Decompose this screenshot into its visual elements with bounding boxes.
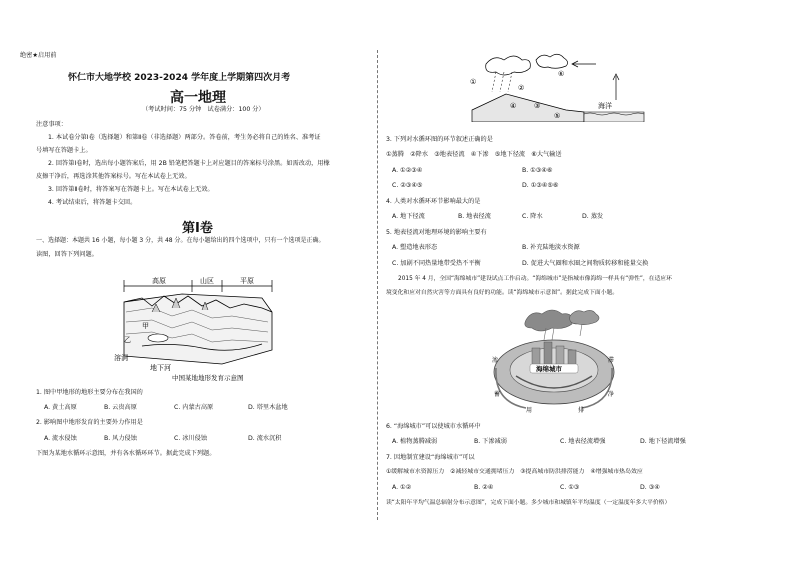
question-3-stem: 3. 下列对水循环图的环节叙述正确的是 xyxy=(386,136,493,143)
q3-option-c[interactable]: C. ②③④⑤ xyxy=(392,182,423,189)
q4-option-b[interactable]: B. 地表径流 xyxy=(458,213,491,220)
note-line: 1. 本试卷分第Ⅰ卷（选择题）和第Ⅱ卷（非选择题）两部分。答卷前，考生务必将自己的姓名、准考证 xyxy=(48,134,321,141)
question-6-stem: 6. “海绵城市”可以使城市水循环中 xyxy=(386,423,481,430)
tag-purify: 净 xyxy=(608,391,615,398)
label-mountain: 山区 xyxy=(200,277,214,285)
question-1-stem: 1. 图中甲地形的地形主要分布在我国的 xyxy=(36,389,143,396)
subject-title: 高一地理 xyxy=(170,90,226,106)
q4-option-c[interactable]: C. 降水 xyxy=(522,213,543,220)
q7-items: ①缓解城市水资源压力 ②减轻城市交通拥堵压力 ③提高城市防洪排涝能力 ④增强城市热岛效应 xyxy=(386,469,643,475)
tag-drain: 排 xyxy=(578,407,585,414)
label-1: ① xyxy=(470,78,477,86)
label-sponge-city: 海绵城市 xyxy=(536,365,562,373)
notes-title: 注意事项： xyxy=(36,121,67,128)
water-cycle-intro: 下图为某地水循环示意图，并有各水循环环节。据此完成下列题。 xyxy=(36,450,216,457)
label-ocean: 海洋 xyxy=(598,102,612,110)
q4-option-a[interactable]: A. 地下径流 xyxy=(392,213,425,220)
sponge-city-diagram xyxy=(486,304,622,416)
q6-option-a[interactable]: A. 植物蒸腾减弱 xyxy=(392,438,438,445)
q5-option-c[interactable]: C. 加剧不同热量地带受热不平衡 xyxy=(392,260,481,267)
label-2: ② xyxy=(518,84,525,92)
note-line: 4. 考试结束后，将答题卡交回。 xyxy=(48,199,137,206)
q2-option-d[interactable]: D. 流水沉积 xyxy=(248,435,282,442)
tag-retain: 滞 xyxy=(608,357,615,364)
read-figure-instruction: 读图，回答下列问题。 xyxy=(36,251,98,258)
q7-option-d[interactable]: D. ③④ xyxy=(640,484,660,491)
tag-infiltrate: 渗 xyxy=(492,357,499,364)
note-line: 2. 回答第Ⅰ卷时，选出每小题答案后，用 2B 铅笔把答题卡上对应题目的答案标号涂黑。如需改动，用橡 xyxy=(48,160,330,167)
label-4: ④ xyxy=(510,102,517,110)
q7-option-a[interactable]: A. ①② xyxy=(392,484,412,491)
label-underground-river: 地下河 xyxy=(150,364,171,372)
tag-store: 蓄 xyxy=(494,391,501,398)
water-cycle-diagram xyxy=(466,50,646,122)
q1-option-d[interactable]: D. 塔里木盆地 xyxy=(248,404,288,411)
q4-option-d[interactable]: D. 蒸发 xyxy=(582,213,604,220)
label-6: ⑥ xyxy=(558,70,565,78)
question-5-stem: 5. 地表径流对地理环境的影响主要有 xyxy=(386,229,487,236)
passage-line-1: 2015 年 4 月，全国“海绵城市”建设试点工作启动。“海绵城市”是指城市像海绵一样具有“弹性”，在适应环 xyxy=(398,276,672,282)
tag-use: 用 xyxy=(526,407,533,414)
label-3: ③ xyxy=(534,102,541,110)
q1-option-c[interactable]: C. 内蒙古高原 xyxy=(174,404,214,411)
column-divider xyxy=(377,50,378,520)
label-yi: 乙 xyxy=(124,336,131,344)
q6-option-b[interactable]: B. 下渗减弱 xyxy=(474,438,507,445)
q6-option-c[interactable]: C. 地表径流增强 xyxy=(560,438,606,445)
q6-option-d[interactable]: D. 地下径流增强 xyxy=(640,438,686,445)
label-jia: 甲 xyxy=(142,322,149,330)
note-line: 皮擦干净后，再选涂其他答案标号。写在本试卷上无效。 xyxy=(36,173,191,180)
q1-option-b[interactable]: B. 云贵高原 xyxy=(104,404,137,411)
note-line: 号填写在答题卡上。 xyxy=(36,147,92,154)
question-2-stem: 2. 影响图中地形发育的主要外力作用是 xyxy=(36,419,143,426)
section-intro: 一、选择题：本题共 16 小题，每小题 3 分，共 48 分。在每小题给出的四个选项中，只有一个选项是正确。 xyxy=(36,237,325,244)
question-4-stem: 4. 人类对水循环环节影响最大的是 xyxy=(386,198,481,205)
section-title: 第Ⅰ卷 xyxy=(182,221,213,236)
exam-title: 怀仁市大地学校 2023-2024 学年度上学期第四次月考 xyxy=(68,73,291,83)
question-7-stem: 7. 因地制宜建设“海绵城市”可以 xyxy=(386,454,475,461)
q3-option-a[interactable]: A. ①②③④ xyxy=(392,167,423,174)
label-plateau: 高原 xyxy=(152,277,166,285)
exam-info: （考试时间：75 分钟 试卷满分：100 分） xyxy=(142,106,265,113)
q7-option-c[interactable]: C. ①③ xyxy=(560,484,580,491)
q1-option-a[interactable]: A. 黄土高原 xyxy=(44,404,77,411)
q5-option-d[interactable]: D. 促进大气圈和水圈之间物质转移和能量交换 xyxy=(522,260,649,267)
label-5: ⑤ xyxy=(554,112,561,120)
q2-option-c[interactable]: C. 冰川侵蚀 xyxy=(174,435,208,442)
next-question-intro: 读“太阳年平均气温总辐射分布示意图”，完成下面小题。多少城市和城镇年平均温度（一定温度年多大平价格） xyxy=(386,500,671,506)
q3-option-b[interactable]: B. ①③④⑥ xyxy=(522,167,553,174)
q2-option-b[interactable]: B. 风力侵蚀 xyxy=(104,435,137,442)
label-cave: 溶洞 xyxy=(114,354,128,362)
secret-mark: 绝密★启用前 xyxy=(20,52,57,59)
q3-option-d[interactable]: D. ①③④⑤⑥ xyxy=(522,182,559,189)
figure-caption: 中国某地地形发育示意图 xyxy=(172,374,244,382)
passage-line-2: 境变化和应对自然灾害等方面具有良好的功能。读“海绵城市示意图”。据此完成下面小题。 xyxy=(386,290,619,296)
note-line: 3. 回答第Ⅱ卷时，将答案写在答题卡上。写在本试卷上无效。 xyxy=(48,186,214,193)
q5-option-b[interactable]: B. 补充陆地淡水资源 xyxy=(522,244,580,251)
landform-diagram xyxy=(112,272,282,382)
q2-option-a[interactable]: A. 流水侵蚀 xyxy=(44,435,77,442)
label-plain: 平原 xyxy=(240,277,254,285)
q5-option-a[interactable]: A. 塑造地表形态 xyxy=(392,244,438,251)
q7-option-b[interactable]: B. ②④ xyxy=(474,484,494,491)
q3-items: ①蒸腾 ②降水 ③地表径流 ④下渗 ⑤地下径流 ⑥大气输送 xyxy=(386,151,562,158)
